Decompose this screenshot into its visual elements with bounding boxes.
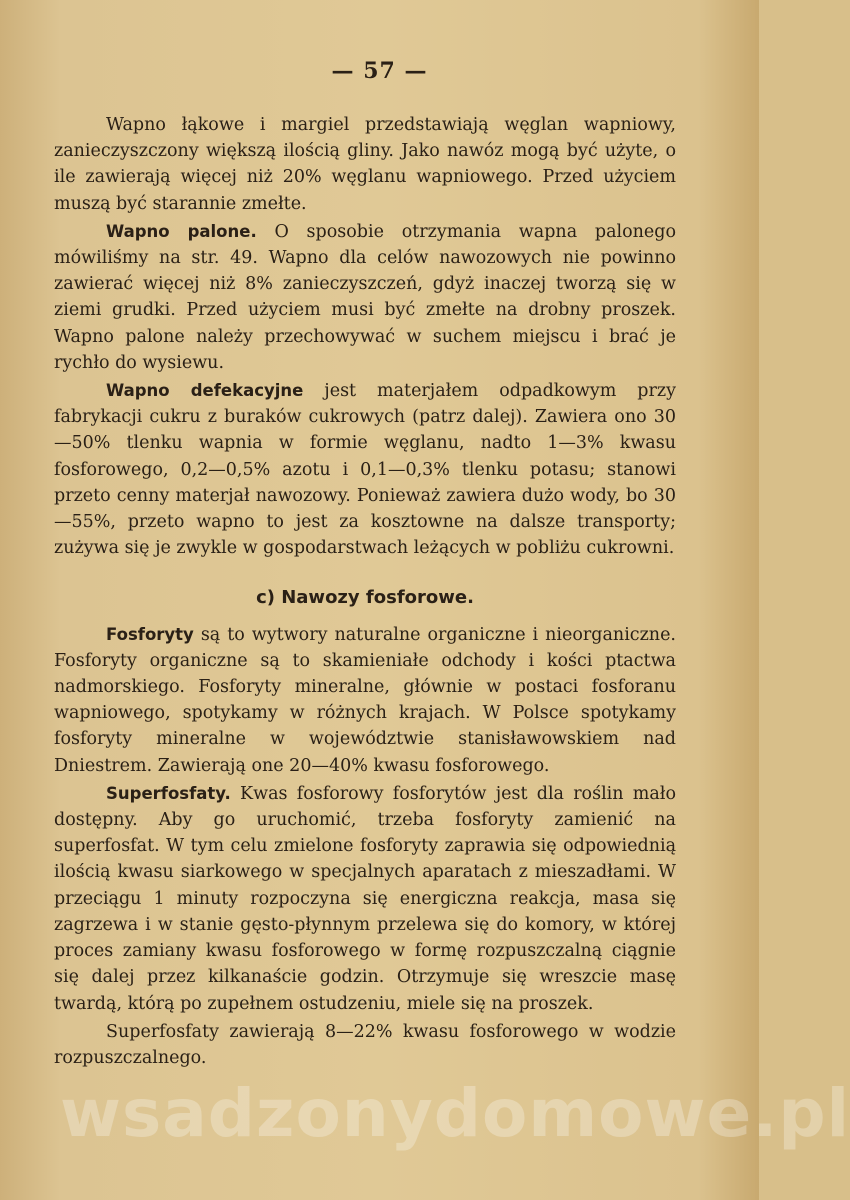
- page-number: — 57 —: [331, 58, 428, 84]
- paragraph-superfosfaty-content: Superfosfaty zawierają 8—22% kwasu fosforowego w wodzie rozpuszczalnego.: [54, 1021, 676, 1068]
- watermark: wsadzonydomowe.pl: [60, 1075, 850, 1152]
- text-wapno-palone: O sposobie otrzymania wapna palonego mówiliśmy na str. 49. Wapno dla celów nawozowych nie powinno zawierać więcej niż 8% zanieczyszczeń, gdyż inaczej tworzą się w ziemi grudki. Przed użyciem musi być zmełte na drobny proszek. Wapno palone należy przechowywać w suchem miejscu i brać je rychło do wysiewu.: [54, 221, 677, 373]
- text-superfosfaty: Kwas fosforowy fosforytów jest dla roślin mało dostępny. Aby go uruchomić, trzeba fosforyty zamienić na superfosfat. W tym celu zmielone fosforyty zaprawia się odpowiednią ilością kwasu siarkowego w specjalnych aparatach z mieszadłami. W przeciągu 1 minuty rozpoczyna się energiczna reakcja, masa się zagrzewa i w stanie gęsto-płynnym przelewa się do komory, w której proces zamiany kwasu fosforowego w formę rozpuszczalną ciągnie się dalej przez kilkanaście godzin. Otrzymuje się wreszcie masę twardą, którą po zupełnem ostudzeniu, miele się na proszek.: [54, 783, 676, 1014]
- section-heading: c) Nawozy fosforowe.: [256, 587, 474, 609]
- term-wapno-defekacyjne: Wapno defekacyjne: [106, 381, 304, 401]
- term-fosforyty: Fosforyty: [106, 624, 194, 644]
- paragraph-fosforyty: [54, 622, 676, 779]
- text-fosforyty: są to wytwory naturalne organiczne i nieorganiczne. Fosforyty organiczne są to skamieniałe odchody i kości ptactwa nadmorskiego. Fosforyty mineralne, głównie w postaci fosforanu wapniowego, spotykamy w różnych krajach. W Polsce spotykamy fosforyty mineralne w województwie stanisławowskiem nad Dniestrem. Zawierają one 20—40% kwasu fosforowego.: [54, 624, 676, 776]
- paragraph-wapno-defekacyjne: [54, 378, 676, 561]
- text-wapno-defekacyjne: jest materjałem odpadkowym przy fabrykacji cukru z buraków cukrowych (patrz dalej). Zawiera ono 30—50% tlenku wapnia w formie węglanu, nadto 1—3% kwasu fosforowego, 0,2—0,5% azotu i 0,1—0,3% tlenku potasu; stanowi przeto cenny materjał nawozowy. Ponieważ zawiera dużo wody, bo 30—55%, przeto wapno to jest za kosztowne na dalsze transporty; zużywa się je zwykle w gospodarstwach leżących w pobliżu cukrowni.: [54, 381, 676, 559]
- term-superfosfaty: Superfosfaty.: [106, 783, 231, 803]
- paragraph-wapno-palone: [54, 219, 676, 376]
- term-wapno-palone: Wapno palone.: [106, 221, 257, 241]
- paragraph-wapno-lakowe: Wapno łąkowe i margiel przedstawiają węglan wapniowy, zanieczyszczony większą ilością gliny. Jako nawóz mogą być użyte, o ile zawierają więcej niż 20% węglanu wapniowego. Przed użyciem muszą być starannie zmełte.: [54, 115, 676, 214]
- paragraph-superfosfaty: [54, 781, 676, 1017]
- page-body: [54, 112, 676, 1071]
